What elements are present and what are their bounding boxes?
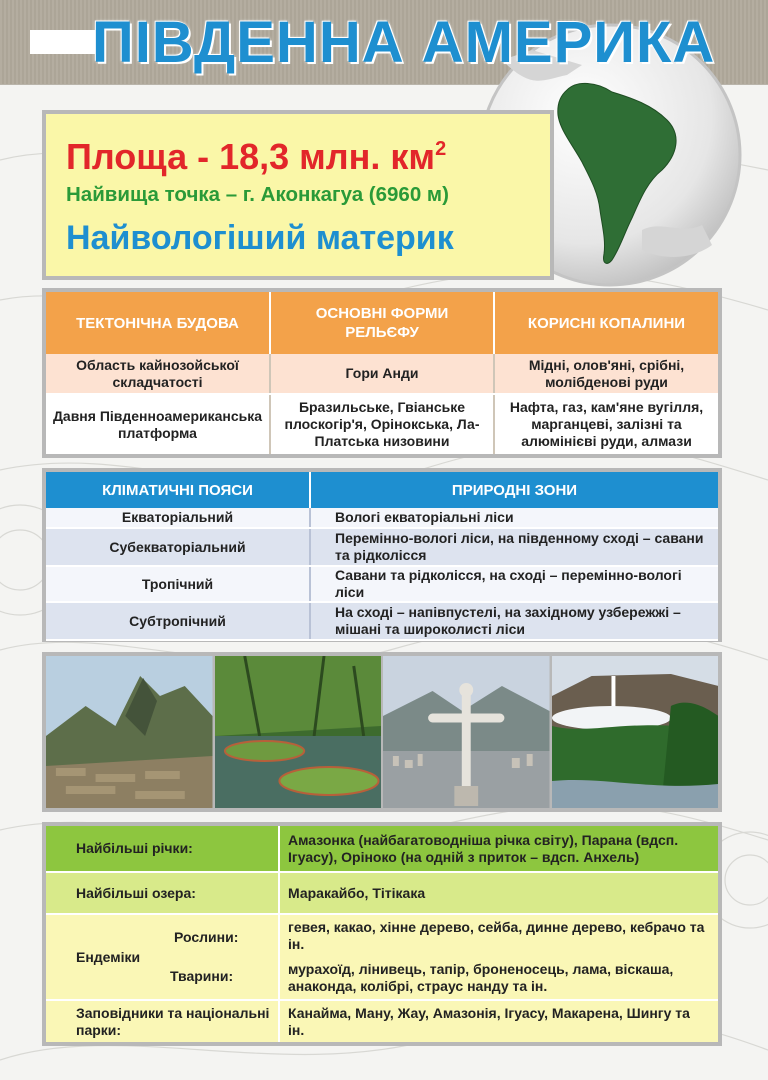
climate-table: [42, 468, 722, 642]
table-row: [46, 566, 718, 602]
plants-label: Рослини:: [174, 929, 239, 945]
table-cell: Вологі екваторіальні ліси: [310, 508, 718, 528]
table-row: [46, 1000, 718, 1042]
table-cell: Область кайнозойської складчатості: [46, 354, 270, 394]
table-row: [46, 354, 718, 394]
tectonic-table: [42, 288, 722, 458]
parks-value: Канайма, Ману, Жау, Амазонія, Ігуасу, Макарена, Шингу та ін.: [279, 1000, 718, 1042]
continent-facts-box: [42, 110, 554, 280]
animals-label: Тварини:: [170, 968, 234, 984]
parks-label: Заповідники та національні парки:: [46, 1000, 279, 1042]
wettest-continent-text: Найвологіший материк: [66, 219, 454, 257]
header-white-strip: [30, 30, 100, 54]
table-cell: На сході – напівпустелі, на західному узбережжі – мішані та широколисті ліси: [310, 602, 718, 640]
rivers-value: Амазонка (найбагатоводніша річка світу), Парана (вдсп. Ігуасу), Оріноко (на одній з приток – вдсп. Анхель): [279, 826, 718, 872]
rivers-label: Найбільші річки:: [46, 826, 279, 872]
plants-value: гевея, какао, хінне дерево, сейба, динне дерево, кебрачо та ін.: [288, 919, 705, 952]
highest-point-text: Найвища точка – г. Аконкагуа (6960 м): [66, 183, 449, 206]
table-cell: Субекваторіальний: [46, 528, 310, 566]
photo-christ-statue-rio: [383, 656, 550, 808]
page-title: ПІВДЕННА АМЕРИКА: [92, 10, 716, 75]
photo-giant-water-lilies: [215, 656, 382, 808]
photo-angel-falls: [552, 656, 719, 808]
table-row: [46, 394, 718, 454]
table-cell: Давня Південноамериканська платформа: [46, 394, 270, 454]
table-cell: Екваторіальний: [46, 508, 310, 528]
table-cell: Перемінно-вологі ліси, на південному сході – савани та рідколісся: [310, 528, 718, 566]
table-cell: Бразильське, Гвіанське плоскогір'я, Орінокська, Ла-Платська низовини: [270, 394, 494, 454]
table-cell: Гори Анди: [270, 354, 494, 394]
lakes-value: Маракайбо, Тітікака: [279, 872, 718, 914]
table-cell: Савани та рідколісся, на сході – перемінно-вологі ліси: [310, 566, 718, 602]
header-minerals: КОРИСНІ КОПАЛИНИ: [494, 292, 718, 354]
table-cell: Нафта, газ, кам'яне вугілля, марганцеві, залізні та алюмінієві руди, алмази: [494, 394, 718, 454]
photo-strip: [42, 652, 722, 812]
header-relief-forms: ОСНОВНІ ФОРМИ РЕЛЬЄФУ: [270, 292, 494, 354]
area-text: Площа - 18,3 млн. $км^2$: [66, 136, 447, 177]
table-row: [46, 826, 718, 872]
table-cell: Мідні, олов'яні, срібні, молібденові руди: [494, 354, 718, 394]
table-row: [46, 602, 718, 640]
table-row: [46, 508, 718, 528]
animals-value: мурахоїд, лінивець, тапір, броненосець, лама, віскаша, анаконда, колібрі, страус нанду та ін.: [288, 961, 674, 994]
facts-table: [42, 822, 722, 1046]
endemics-values: [279, 914, 718, 1000]
header-climate-belts: КЛІМАТИЧНІ ПОЯСИ: [46, 472, 310, 508]
lakes-label: Найбільші озера:: [46, 872, 279, 914]
header-tectonic-structure: ТЕКТОНІЧНА БУДОВА: [46, 292, 270, 354]
table-row: [46, 914, 718, 1000]
endemics-label: Ендеміки: [76, 948, 141, 965]
table-row: [46, 872, 718, 914]
table-row: [46, 528, 718, 566]
header-natural-zones: ПРИРОДНІ ЗОНИ: [310, 472, 718, 508]
endemics-label-cell: [46, 914, 279, 1000]
table-cell: Тропічний: [46, 566, 310, 602]
table-cell: Субтропічний: [46, 602, 310, 640]
photo-mountain-ruins: [46, 656, 213, 808]
